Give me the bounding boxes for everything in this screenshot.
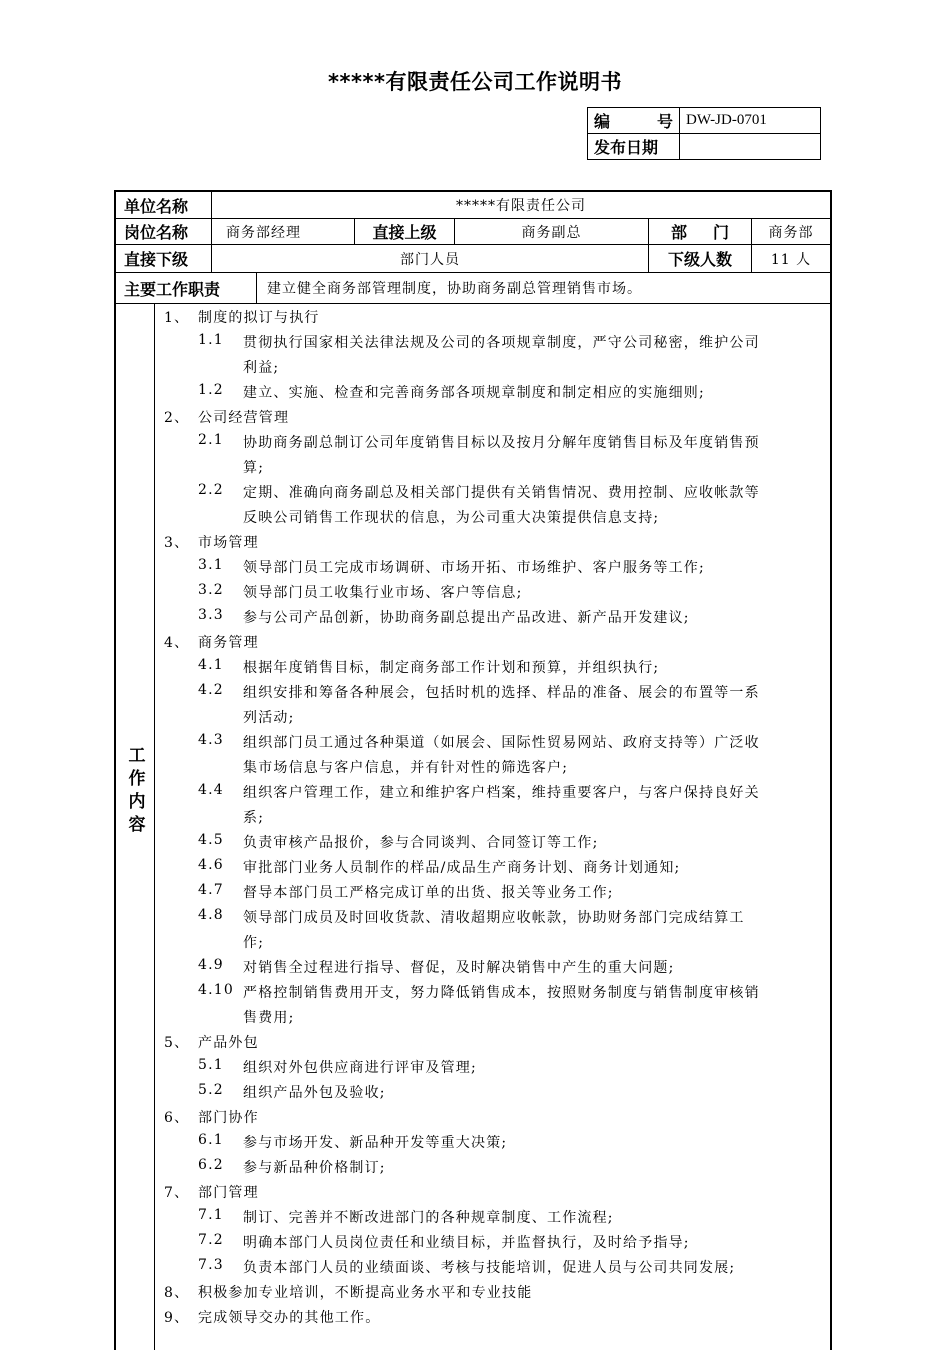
content-item-text: 组织部门员工通过各种渠道（如展会、国际性贸易网站、政府支持等）广泛收 [243,735,760,751]
content-item-number: 1、 [164,310,190,326]
content-item-number: 9、 [164,1310,190,1326]
content-item-number: 5.2 [198,1082,224,1098]
superior-label: 直接上级 [355,219,455,244]
content-item-text: 建立、实施、检查和完善商务部各项规章制度和制定相应的实施细则; [243,385,705,401]
content-item-number: 4.6 [198,857,224,873]
content-item-text: 参与市场开发、新品种开发等重大决策; [243,1135,508,1151]
content-item-text: 负责审核产品报价，参与合同谈判、合同签订等工作; [243,835,599,851]
content-item-text: 反映公司销售工作现状的信息，为公司重大决策提供信息支持; [243,510,660,526]
content-item-text: 组织安排和筹备各种展会，包括时机的选择、样品的准备、展会的布置等一系 [243,685,760,701]
content-item-number: 4.7 [198,882,224,898]
content-item-text: 定期、准确向商务副总及相关部门提供有关销售情况、费用控制、应收帐款等 [243,485,760,501]
content-item-number: 3.1 [198,557,224,573]
content-item-text: 商务管理 [198,635,259,651]
unit-label: 单位名称 [116,192,212,218]
content-item-text: 完成领导交办的其他工作。 [198,1310,381,1326]
work-content-label: 工作内容 [116,304,155,1350]
content-item-number: 8、 [164,1285,190,1301]
content-item-text: 利益; [243,360,280,376]
content-item-number: 4.1 [198,657,224,673]
code-label: 编 号 [588,108,680,134]
content-item-number: 3、 [164,535,190,551]
superior-value: 商务副总 [455,219,649,244]
content-item-text: 制订、完善并不断改进部门的各种规章制度、工作流程; [243,1210,614,1226]
content-item-text: 领导部门员工收集行业市场、客户等信息; [243,585,523,601]
department-label: 部 门 [649,219,752,244]
content-item-text: 组织客户管理工作，建立和维护客户档案，维持重要客户，与客户保持良好关 [243,785,760,801]
document-meta-table [587,107,821,160]
content-item-number: 7.1 [198,1207,224,1223]
content-item-number: 3.3 [198,607,224,623]
content-item-text: 产品外包 [198,1035,259,1051]
subordinate-count-value: 11 人 [770,251,812,268]
content-item-text: 领导部门员工完成市场调研、市场开拓、市场维护、客户服务等工作; [243,560,705,576]
content-item-text: 集市场信息与客户信息，并有针对性的筛选客户; [243,760,569,776]
content-item-text: 参与公司产品创新，协助商务副总提出产品改进、新产品开发建议; [243,610,690,626]
content-item-number: 4.9 [198,957,224,973]
content-item-text: 算; [243,460,265,476]
content-item-text: 参与新品种价格制订; [243,1160,386,1176]
content-item-text: 严格控制销售费用开支，努力降低销售成本，按照财务制度与销售制度审核销 [243,985,760,1001]
content-item-number: 2.1 [198,432,224,448]
document-title: *****有限责任公司工作说明书 [328,70,622,94]
content-item-text: 组织对外包供应商进行评审及管理; [243,1060,477,1076]
content-item-text: 作; [243,935,265,951]
post-label: 岗位名称 [116,219,212,244]
content-item-number: 7、 [164,1185,190,1201]
content-item-text: 市场管理 [198,535,259,551]
post-row [116,219,830,245]
content-item-number: 4.2 [198,682,224,698]
duty-row [116,273,830,304]
content-item-text: 组织产品外包及验收; [243,1085,386,1101]
unit-row [116,192,830,219]
content-item-number: 5.1 [198,1057,224,1073]
content-item-number: 4.3 [198,732,224,748]
content-item-text: 系; [243,810,265,826]
subordinate-count-label: 下级人数 [649,245,752,272]
content-item-number: 4.5 [198,832,224,848]
content-item-text: 根据年度销售目标，制定商务部工作计划和预算，并组织执行; [243,660,660,676]
post-value: 商务部经理 [212,219,355,244]
content-item-text: 部门管理 [198,1185,259,1201]
subordinate-value: 部门人员 [212,245,649,272]
content-item-number: 4.4 [198,782,224,798]
unit-value: *****有限责任公司 [456,198,586,214]
content-item-number: 3.2 [198,582,224,598]
code-value: DW-JD-0701 [680,108,821,134]
content-item-text: 负责本部门人员的业绩面谈、考核与技能培训，促进人员与公司共同发展; [243,1260,736,1276]
content-item-number: 6.2 [198,1157,224,1173]
content-item-text: 部门协作 [198,1110,259,1126]
content-item-number: 4、 [164,635,190,651]
content-item-text: 售费用; [243,1010,295,1026]
release-date-value [680,134,821,160]
duty-value: 建立健全商务部管理制度，协助商务副总管理销售市场。 [267,281,642,297]
content-item-text: 领导部门成员及时回收货款、清收超期应收帐款，协助财务部门完成结算工 [243,910,745,926]
content-item-text: 明确本部门人员岗位责任和业绩目标，并监督执行，及时给予指导; [243,1235,690,1251]
duty-label: 主要工作职责 [116,273,257,303]
content-item-number: 2.2 [198,482,224,498]
content-item-number: 1.1 [198,332,224,348]
content-item-text: 协助商务副总制订公司年度销售目标以及按月分解年度销售目标及年度销售预 [243,435,760,451]
content-item-text: 督导本部门员工严格完成订单的出货、报关等业务工作; [243,885,614,901]
content-item-number: 6、 [164,1110,190,1126]
content-item-text: 公司经营管理 [198,410,290,426]
content-item-text: 贯彻执行国家相关法律法规及公司的各项规章制度，严守公司秘密，维护公司 [243,335,760,351]
content-item-number: 2、 [164,410,190,426]
subordinate-row [116,245,830,273]
content-item-number: 6.1 [198,1132,224,1148]
content-item-text: 积极参加专业培训，不断提高业务水平和专业技能 [198,1285,533,1301]
content-item-number: 5、 [164,1035,190,1051]
content-item-number: 7.2 [198,1232,224,1248]
content-item-text: 对销售全过程进行指导、督促，及时解决销售中产生的重大问题; [243,960,675,976]
department-value: 商务部 [768,224,814,241]
content-item-text: 列活动; [243,710,295,726]
release-date-label: 发布日期 [588,134,680,160]
content-item-number: 4.8 [198,907,224,923]
job-description-table [114,190,832,1350]
content-item-number: 1.2 [198,382,224,398]
subordinate-label: 直接下级 [116,245,212,272]
content-item-number: 4.10 [198,982,234,998]
content-item-text: 审批部门业务人员制作的样品/成品生产商务计划、商务计划通知; [243,860,681,876]
content-item-number: 7.3 [198,1257,224,1273]
content-item-text: 制度的拟订与执行 [198,310,320,326]
